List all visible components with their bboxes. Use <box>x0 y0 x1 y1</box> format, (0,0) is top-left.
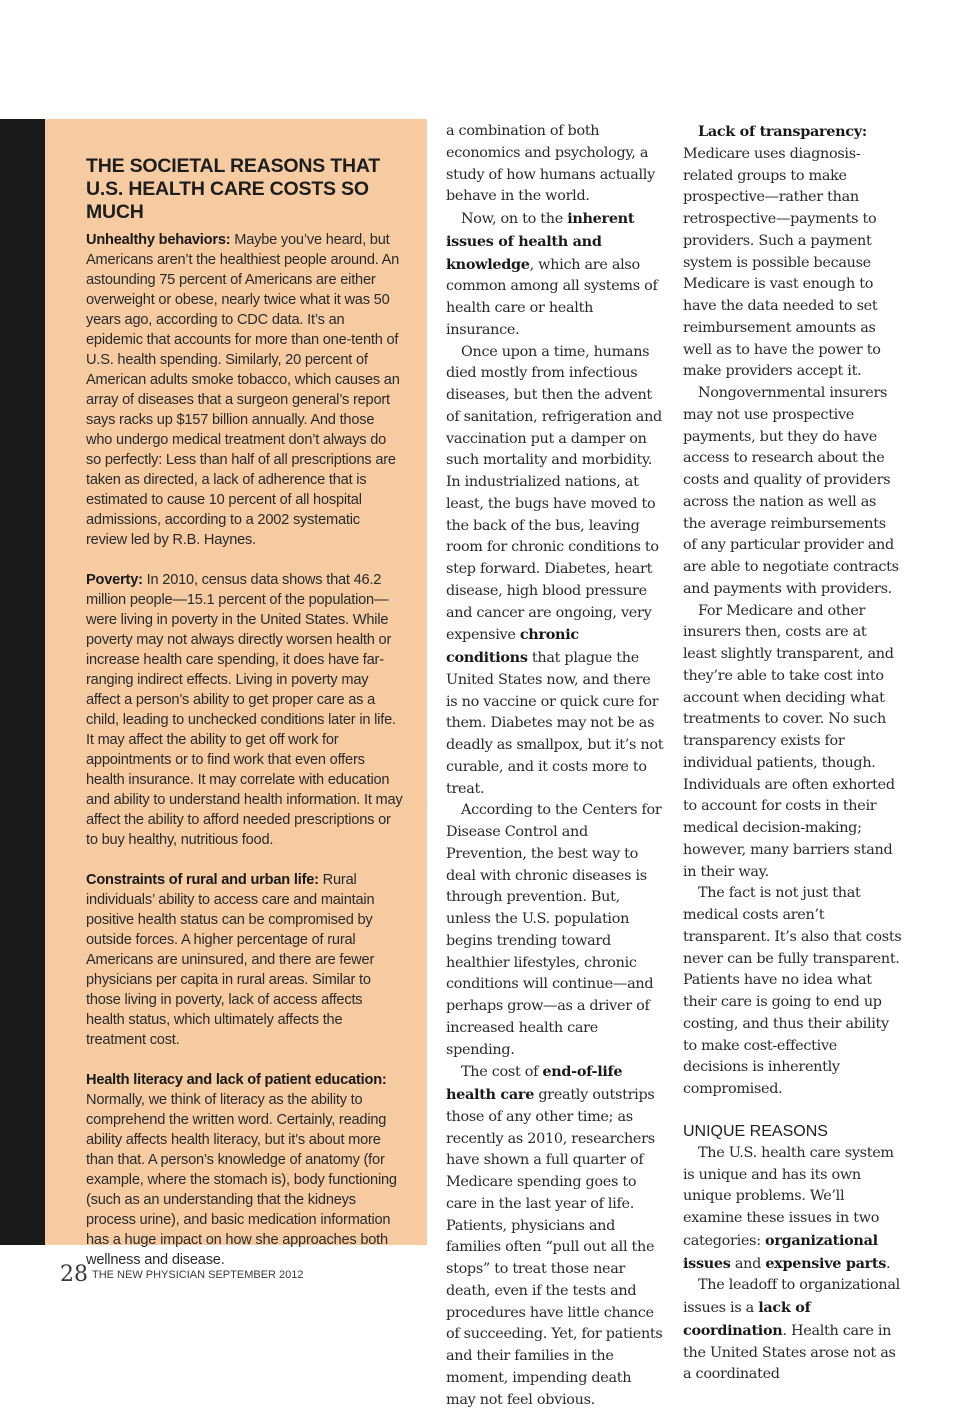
text-run: . Health care in the United States arose not as a coordinated <box>683 1322 896 1383</box>
paragraph: Nongovernmental insurers may not use prospective payments, but they do have access to research about the costs and quality of providers across the nation as well as the average reimbursements of any particular provider and are able to negotiate contracts and payments with providers. <box>683 385 899 597</box>
paragraph: According to the Centers for Disease Control and Prevention, the best way to deal with chronic diseases is through prevention. But, unless the U.S. population begins trending toward healthier lifestyles, chronic conditions will continue—and perhaps grow—as a driver of increased health care spending. <box>446 802 662 1058</box>
sidebar-title: THE SOCIETAL REASONS THAT U.S. HEALTH CARE COSTS SO MUCH <box>86 155 381 223</box>
bold-term: expensive parts <box>765 1254 887 1272</box>
text-run: . <box>886 1255 891 1272</box>
paragraph <box>683 121 903 383</box>
sidebar-section-heading: Health literacy and lack of patient education: <box>86 1072 387 1088</box>
text-run: The cost of <box>461 1064 543 1081</box>
paragraph <box>446 208 664 342</box>
text-run: Now, on to the <box>461 211 568 227</box>
bold-term: inherent issues of health and knowledge <box>446 210 635 273</box>
paragraph: For Medicare and other insurers then, costs are at least slightly transparent, and they’re able to take cost into account when deciding what treatments to cover. No such transparency exists for individual patients, though. Individuals are often exhorted to account for costs in their medical decision-making; however, many barriers stand in their way. <box>683 602 895 880</box>
sidebar-section-body: Normally, we think of literacy as the ability to comprehend the written word. Certainly, reading ability affects health literacy, but it’s about more than that. A person’s knowledge of anatomy (for example, where the stomach is), body functioning (such as an understanding that the kidneys process urine), and basic medication information has a huge impact on how she approaches both wellness and disease. <box>86 1092 397 1268</box>
article-column-right <box>683 121 903 1386</box>
text-run: , which are also common among all systems of health care or health insurance. <box>446 256 658 338</box>
sidebar-section-body: Rural individuals’ ability to access care and maintain positive health status can be compromised by outside forces. A higher percentage of rural Americans are uninsured, and there are fewer physicians per capita in rural areas. Similar to those living in poverty, lack of access affects health status, which ultimately affects the treatment cost. <box>86 872 375 1048</box>
bold-term: chronic conditions <box>446 626 579 666</box>
bold-term: lack of coordination <box>683 1299 811 1339</box>
sidebar-section-health-literacy <box>86 1070 404 1270</box>
paragraph: The fact is not just that medical costs aren’t transparent. It’s also that costs never can be fully transparent. Patients have no idea what their care is going to end up costing, and thus their ability to make cost-effective decisions is inherently compromised. <box>683 885 902 1097</box>
sidebar-section-heading: Poverty: <box>86 572 143 588</box>
text-run: Once upon a time, humans died mostly from infectious diseases, but then the advent of sanitation, refrigeration and vaccination put a damper on such mortality and morbidity. In industrialized nations, at least, the bugs have moved to the back of the bus, leaving room for chronic conditions to step forward. Diabetes, heart disease, high blood pressure and cancer are ongoing, very expensive <box>446 343 662 644</box>
paragraph <box>683 1143 903 1276</box>
text-run: and <box>730 1255 766 1272</box>
sidebar-section-body: Maybe you’ve heard, but Americans aren’t the healthiest people around. An astounding 75 percent of Americans are either overweight or obese, nearly twice what it was 50 years ago, according to CDC data. It’s an epidemic that accounts for more than one-tenth of U.S. health spending. Similarly, 20 percent of American adults smoke tobacco, which causes an array of diseases that a surgeon general’s report says racks up $157 billion annually. And those who undergo medical treatment don’t always do so perfectly: Less than half of all prescriptions are taken as directed, a lack of adherence that is estimated to cause 10 percent of all hospital admissions, according to a 2002 systematic review led by R.B. Haynes. <box>86 232 400 548</box>
bold-term: end-of-life health care <box>446 1063 623 1103</box>
text-run: The leadoff to organizational issues is a <box>683 1277 900 1316</box>
publication-line: THE NEW PHYSICIAN SEPTEMBER 2012 <box>92 1269 304 1281</box>
sidebar-section-rural-urban <box>86 870 404 1050</box>
sidebar-section-heading: Constraints of rural and urban life: <box>86 872 319 888</box>
bold-term: Lack of transparency: <box>698 123 867 140</box>
left-edge-bar <box>0 119 45 1245</box>
page-footer <box>60 1262 304 1287</box>
sidebar-section-heading: Unhealthy behaviors: <box>86 232 231 248</box>
paragraph <box>446 342 664 801</box>
sidebar-section-poverty <box>86 570 404 850</box>
page-number: 28 <box>60 1262 88 1287</box>
sidebar-section-body: In 2010, census data shows that 46.2 million people—15.1 percent of the population—were living in poverty in the United States. While poverty may not always directly worsen health or increase health care spending, it does have far-ranging indirect effects. Living in poverty may affect a person’s ability to get proper care as a child, leading to unchecked conditions later in life. It may affect the ability to get off work for appointments or to find work that even offers health insurance. It may correlate with education and ability to understand health information. It may affect the ability to afford needed prescriptions or to buy healthy, nutritious food. <box>86 572 403 848</box>
paragraph <box>446 1061 664 1411</box>
bold-term: organizational issues <box>683 1231 878 1272</box>
paragraph <box>683 1275 903 1386</box>
text-run: greatly outstrips those of any other time; as recently as 2010, researchers have shown a full quarter of Medicare spending goes to care in the last year of life. Patients, physicians and families often “pull out all the stops” to treat those near death, even if the tests and procedures have little chance of succeeding. Yet, for patients and their families in the moment, impending death may not feel obvious. <box>446 1087 663 1408</box>
text-run: The U.S. health care system is unique and has its own unique problems. We’ll examine these issues in two categories: <box>683 1144 894 1249</box>
sidebar-box <box>45 119 427 1268</box>
sidebar-content <box>86 155 404 1270</box>
article-column-middle <box>446 121 664 1411</box>
text-run: Medicare uses diagnosis-related groups to make prospective—rather than retrospective—payments to providers. Such a payment system is possible because Medicare is vast enough to have the data needed to set reimbursement amounts as well as to have the power to make providers accept it. <box>683 145 881 380</box>
paragraph: a combination of both economics and psychology, a study of how humans actually behave in the world. <box>446 123 655 205</box>
text-run: that plague the United States now, and there is no vaccine or quick cure for them. Diabetes may not be as deadly as smallpox, but it’s not curable, and it costs more to treat. <box>446 650 664 797</box>
sidebar-section-unhealthy-behaviors <box>86 230 404 550</box>
section-heading: UNIQUE REASONS <box>683 1122 828 1140</box>
